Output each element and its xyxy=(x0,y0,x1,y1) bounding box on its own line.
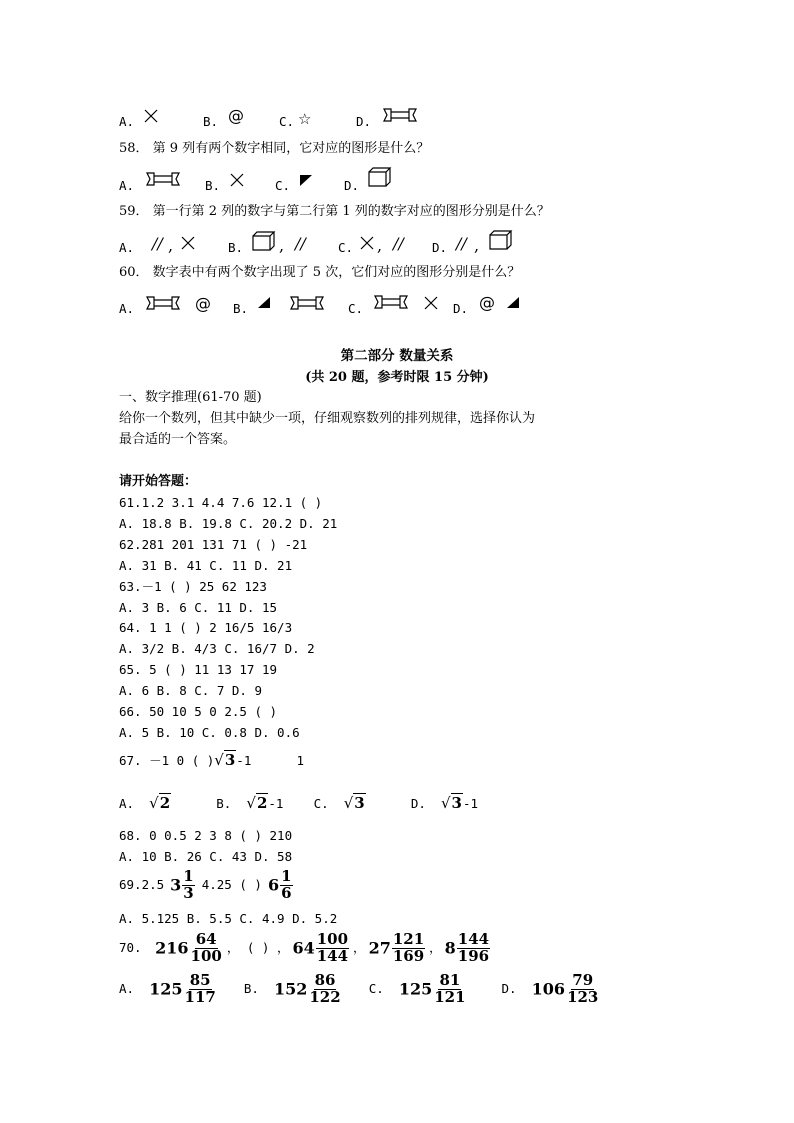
separator: ， xyxy=(353,940,366,955)
whole: 27 xyxy=(368,938,391,958)
radicand: 2 xyxy=(159,794,171,812)
q57-option-b-label[interactable]: B. xyxy=(203,114,219,129)
cross-icon xyxy=(144,109,158,123)
q70-blank: ， ( ) ， xyxy=(226,940,290,955)
q62-options[interactable]: A. 31 B. 41 C. 11 D. 21 xyxy=(119,558,293,573)
numerator: 1 xyxy=(281,867,292,885)
triangle-icon xyxy=(507,297,519,308)
denominator: 100 xyxy=(190,946,222,965)
radicand: 3 xyxy=(224,751,236,769)
q58-question: 58． 第 9 列有两个数字相同，它对应的图形是什么？ xyxy=(119,141,430,156)
q58-option-a-label[interactable]: A. xyxy=(119,178,135,193)
q57-option-d-label[interactable]: D. xyxy=(356,114,372,129)
whole: 216 xyxy=(155,938,189,958)
q59-question: 59． 第一行第 2 列的数字与第二行第 1 列的数字对应的图形分别是什么？ xyxy=(119,204,550,219)
mixed-number xyxy=(170,869,196,902)
cross-icon xyxy=(181,236,195,250)
slash-icon: // xyxy=(393,234,404,253)
section-intro-line1: 给你一个数列，但其中缺少一项，仔细观察数列的排列规律，选择你认为 xyxy=(119,411,536,426)
q59-option-d-label[interactable]: D. xyxy=(432,240,448,255)
q63-question: 63.－1 ( ) 25 62 123 xyxy=(119,579,267,594)
triangle-icon xyxy=(300,175,312,186)
numerator: 86 xyxy=(314,971,336,989)
q69-mid: 4.25 ( ) xyxy=(201,877,262,892)
q69-question xyxy=(119,869,294,902)
sqrt-2: √2 xyxy=(149,794,171,812)
q61-options[interactable]: A. 18.8 B. 19.8 C. 20.2 D. 21 xyxy=(119,516,338,531)
mixed-number xyxy=(369,932,427,965)
q60-option-b-label[interactable]: B. xyxy=(233,301,249,316)
q60-question: 60． 数字表中有两个数字出现了 5 次，它们对应的图形分别是什么？ xyxy=(119,265,521,280)
banner-icon xyxy=(383,108,417,122)
q59-option-a-label[interactable]: A. xyxy=(119,240,135,255)
q60-option-c-label[interactable]: C. xyxy=(348,301,364,316)
q68-question: 68. 0 0.5 2 3 8 ( ) 210 xyxy=(119,828,293,843)
banner-icon xyxy=(290,296,324,310)
cross-icon xyxy=(424,296,438,310)
numerator: 100 xyxy=(316,930,349,948)
q70-lead: 70. xyxy=(119,940,142,955)
banner-icon xyxy=(374,295,408,309)
q61-question: 61.1.2 3.1 4.4 7.6 12.1 ( ) xyxy=(119,495,323,510)
numerator: 144 xyxy=(457,930,490,948)
q67-lead: 67. －1 0 ( ) xyxy=(119,753,215,768)
mixed-number xyxy=(445,932,491,965)
numerator: 1 xyxy=(183,867,194,885)
q64-options[interactable]: A. 3/2 B. 4/3 C. 16/7 D. 2 xyxy=(119,641,315,656)
separator: ， xyxy=(429,940,442,955)
q65-question: 65. 5 ( ) 11 13 17 19 xyxy=(119,662,278,677)
cross-icon xyxy=(230,173,244,187)
q70-options xyxy=(119,973,600,1006)
whole: 106 xyxy=(531,979,566,999)
q64-question: 64. 1 1 ( ) 2 16/5 16/3 xyxy=(119,620,293,635)
q62-question: 62.281 201 131 71 ( ) -21 xyxy=(119,537,308,552)
denominator: 117 xyxy=(184,987,216,1006)
section-intro-line2: 最合适的一个答案。 xyxy=(119,432,237,447)
star-icon: ☆ xyxy=(298,110,312,128)
denominator: 6 xyxy=(281,883,292,902)
part-title: 第二部分 数量关系 xyxy=(340,348,454,364)
banner-icon xyxy=(146,296,180,310)
separator: , xyxy=(279,236,285,255)
denominator: 144 xyxy=(316,946,349,965)
radicand: 2 xyxy=(256,794,268,812)
q57-option-c-label[interactable]: C. xyxy=(279,114,295,129)
numerator: 64 xyxy=(195,930,217,948)
whole: 64 xyxy=(292,938,315,958)
numerator: 85 xyxy=(189,971,211,989)
q58-option-c-label[interactable]: C. xyxy=(275,178,291,193)
cube-icon xyxy=(252,231,276,251)
q59-option-c-label[interactable]: C. xyxy=(338,240,354,255)
q60-option-a-label[interactable]: A. xyxy=(119,301,135,316)
q70-option-c-label[interactable]: C. xyxy=(368,981,384,996)
mixed-number xyxy=(155,932,224,965)
cube-icon xyxy=(489,230,513,250)
whole: 125 xyxy=(149,979,183,999)
mixed-number[interactable] xyxy=(274,973,343,1006)
q67-last: 1 xyxy=(296,753,305,768)
minus-one: -1 xyxy=(268,796,284,811)
q68-options[interactable]: A. 10 B. 26 C. 43 D. 58 xyxy=(119,849,293,864)
cube-icon xyxy=(368,167,392,187)
whole: 152 xyxy=(273,979,308,999)
radicand: 3 xyxy=(451,794,462,812)
q67-options[interactable] xyxy=(119,796,478,811)
q67-minus-one: -1 xyxy=(236,753,252,768)
q70-option-b-label[interactable]: B. xyxy=(243,981,259,996)
sqrt-3: √3 xyxy=(440,794,462,812)
at-icon: @ xyxy=(195,294,211,313)
denominator: 3 xyxy=(183,883,194,902)
q69-lead: 69.2.5 xyxy=(119,877,165,892)
q67-option-c-label[interactable]: C. xyxy=(313,796,329,811)
q67-question xyxy=(119,753,304,768)
q67-option-a-label[interactable]: A. xyxy=(119,796,135,811)
whole: 125 xyxy=(398,979,433,999)
denominator: 169 xyxy=(392,946,425,965)
denominator: 122 xyxy=(309,987,341,1006)
mixed-number[interactable] xyxy=(399,973,468,1006)
at-icon: @ xyxy=(479,293,495,312)
denominator: 121 xyxy=(434,987,466,1006)
minus-one: -1 xyxy=(462,796,479,811)
mixed-number[interactable] xyxy=(149,973,218,1006)
sqrt-2: √2 xyxy=(246,794,268,812)
q66-options[interactable]: A. 5 B. 10 C. 0.8 D. 0.6 xyxy=(119,725,300,740)
q70-question xyxy=(119,932,491,965)
whole: 3 xyxy=(170,875,182,895)
q69-options[interactable]: A. 5.125 B. 5.5 C. 4.9 D. 5.2 xyxy=(119,911,338,926)
denominator: 123 xyxy=(567,987,599,1006)
q65-options[interactable]: A. 6 B. 8 C. 7 D. 9 xyxy=(119,683,262,698)
part-subtitle: (共 20 题，参考时限 15 分钟) xyxy=(305,370,489,385)
section-heading: 一、数字推理(61-70 题) xyxy=(119,390,262,405)
triangle-icon xyxy=(258,297,270,308)
separator: , xyxy=(168,236,174,255)
mixed-number[interactable] xyxy=(532,973,601,1006)
sqrt-3: √3 xyxy=(214,751,236,769)
slash-icon: // xyxy=(295,234,306,253)
denominator: 196 xyxy=(457,946,490,965)
q67-option-d-label[interactable]: D. xyxy=(410,796,426,811)
q63-options[interactable]: A. 3 B. 6 C. 11 D. 15 xyxy=(119,600,278,615)
q60-option-d-label[interactable]: D. xyxy=(453,301,469,316)
whole: 8 xyxy=(444,938,456,958)
q58-option-d-label[interactable]: D. xyxy=(344,178,360,193)
numerator: 79 xyxy=(572,971,594,989)
mixed-number xyxy=(268,869,294,902)
q57-option-a-label[interactable]: A. xyxy=(119,114,135,129)
separator: , xyxy=(474,236,480,255)
slash-icon: // xyxy=(152,234,163,253)
numerator: 81 xyxy=(439,971,461,989)
slash-icon: // xyxy=(456,234,467,253)
whole: 6 xyxy=(267,875,280,895)
banner-icon xyxy=(146,172,180,186)
start-label: 请开始答题： xyxy=(119,474,198,489)
mixed-number xyxy=(292,932,350,965)
q66-question: 66. 50 10 5 0 2.5 ( ) xyxy=(119,704,278,719)
q67-option-b-label[interactable]: B. xyxy=(216,796,232,811)
radicand: 3 xyxy=(354,794,365,812)
q58-option-b-label[interactable]: B. xyxy=(205,178,221,193)
cross-icon xyxy=(360,236,374,250)
q70-option-a-label[interactable]: A. xyxy=(119,981,135,996)
q70-option-d-label[interactable]: D. xyxy=(501,981,517,996)
q59-option-b-label[interactable]: B. xyxy=(228,240,244,255)
sqrt-3: √3 xyxy=(343,794,365,812)
at-icon: @ xyxy=(228,106,244,125)
numerator: 121 xyxy=(392,930,425,948)
separator: , xyxy=(377,236,383,255)
